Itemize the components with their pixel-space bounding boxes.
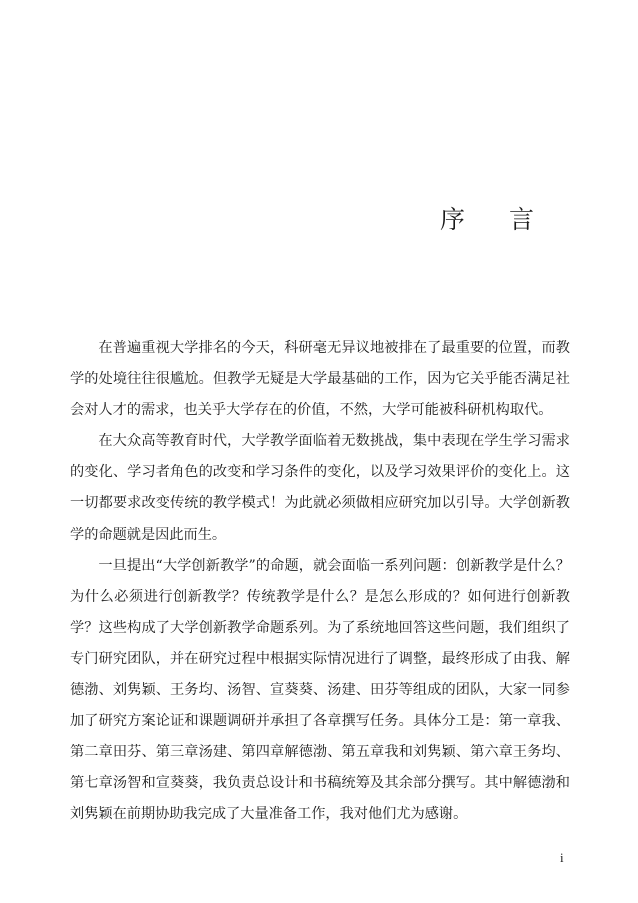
paragraph: 在普遍重视大学排名的今天，科研毫无异议地被排在了最重要的位置，而教学的处境往往很尴尬。但教学无疑是大学最基础的工作，因为它关乎能否满足社会对人才的需求，也关乎大学存在的价值，不然，大学可能被科研机构取代。 (70, 340, 570, 419)
paragraph: 在大众高等教育时代，大学教学面临着无数挑战，集中表现在学生学习需求的变化、学习者角色的改变和学习条件的变化，以及学习效果评价的变化上。这一切都要求改变传统的教学模式！为此就必须做相应研究加以引导。大学创新教学的命题就是因此而生。 (70, 433, 570, 543)
paragraph: 一旦提出“大学创新教学”的命题，就会面临一系列问题：创新教学是什么？为什么必须进行创新教学？传统教学是什么？是怎么形成的？如何进行创新教学？这些构成了大学创新教学命题系列。为了系统地回答这些问题，我们组织了专门研究团队，并在研究过程中根据实际情况进行了调整，最终形成了由我、解德渤、刘隽颖、王务均、汤智、宣葵葵、汤建、田芬等组成的团队，大家一同参加了研究方案论证和课题调研并承担了各章撰写任务。具体分工是：第一章我、第二章田芬、第三章汤建、第四章解德渤、第五章我和刘隽颖、第六章王务均、第七章汤智和宣葵葵，我负责总设计和书稿统筹及其余部分撰写。其中解德渤和刘隽颖在前期协助我完成了大量准备工作，我对他们尤为感谢。 (70, 557, 570, 823)
page-title: 序言 (440, 205, 579, 234)
page-number: i (560, 850, 564, 865)
body-text (70, 333, 570, 831)
